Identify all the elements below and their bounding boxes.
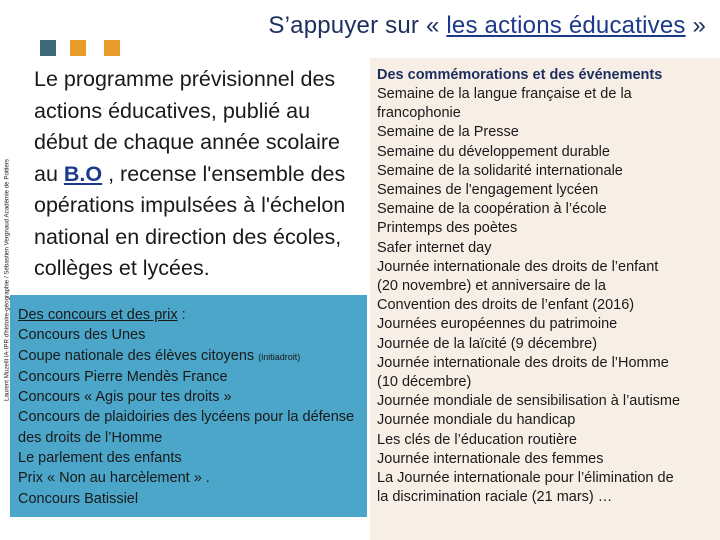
concours-item-text: Concours « Agis pour tes droits » (18, 389, 232, 406)
title-suffix: » (685, 12, 706, 39)
commemoration-line: Convention des droits de l’enfant (2016) (377, 297, 635, 314)
commemoration-line: Journée internationale des droits de l’enfant (377, 258, 659, 275)
commemoration-line: (10 décembre) (377, 374, 472, 391)
decor-square-teal (40, 40, 56, 56)
concours-item-text: Prix « Non au harcèlement » . (18, 470, 210, 487)
commemoration-line: La Journée internationale pour l’élimination de (377, 470, 674, 487)
decor-square-orange-2 (104, 40, 120, 56)
concours-heading[interactable]: Des concours et des prix (18, 307, 178, 323)
intro-paragraph (34, 64, 364, 285)
concours-item (18, 387, 363, 407)
concours-item (18, 468, 363, 488)
intro-text-after: , recense l'ensemble des opérations impulsées à l'échelon national en direction des écoles, collèges et lycées. (34, 161, 346, 280)
concours-item (18, 325, 363, 345)
bo-link[interactable]: B.O (63, 161, 103, 186)
commemoration-line: Semaine du développement durable (377, 143, 610, 160)
decor-square-orange-1 (70, 40, 86, 56)
side-caption-text: Laurent Muzelli IA-IPR d'histoire-géographie / Sébastien Vergnaud Académie de Poitiers (3, 159, 11, 401)
slide-title (0, 12, 720, 40)
title-link[interactable]: les actions éducatives (446, 12, 686, 39)
concours-heading-suffix: : (177, 307, 186, 323)
commemoration-line: Semaine de la solidarité internationale (377, 162, 623, 179)
concours-box (10, 295, 367, 517)
commemorations-list (377, 85, 717, 507)
concours-item (18, 367, 363, 387)
concours-item-note: (initiadroit) (258, 351, 301, 362)
commemoration-line: Journée internationale des droits de l’Homme (377, 354, 669, 371)
concours-item-text: Le parlement des enfants (18, 450, 182, 467)
title-prefix: S’appuyer sur « (268, 12, 447, 39)
commemoration-line: Journée de la laïcité (9 décembre) (377, 335, 598, 352)
commemorations-heading: Des commémorations et des événements (377, 67, 663, 83)
concours-heading-row (18, 305, 363, 325)
concours-item-text: Concours des Unes (18, 327, 146, 344)
commemoration-line: Les clés de l’éducation routière (377, 431, 577, 448)
commemoration-line: francophonie (377, 105, 461, 122)
concours-list (18, 325, 363, 509)
intro-text-before: Le programme prévisionnel des actions éducatives, publié au début de chaque année scolaire au (34, 67, 341, 186)
commemoration-line: Journée mondiale de sensibilisation à l’autisme (377, 393, 681, 410)
concours-item (18, 489, 363, 509)
commemoration-line: Semaine de la Presse (377, 124, 519, 141)
concours-item-text: Concours Pierre Mendès France (18, 368, 228, 385)
commemorations-box (370, 58, 720, 540)
commemoration-line: Journées européennes du patrimoine (377, 316, 618, 333)
commemoration-line: Journée internationale des femmes (377, 450, 604, 467)
commemoration-line: (20 novembre) et anniversaire de la (377, 278, 606, 295)
commemoration-line: Semaines de l'engagement lycéen (377, 182, 599, 199)
concours-item-text: Concours de plaidoiries des lycéens pour la défense des droits de l’Homme (18, 409, 355, 446)
concours-item-text: Coupe nationale des élèves citoyens (18, 347, 259, 364)
commemoration-line: Printemps des poètes (377, 220, 518, 237)
concours-item-text: Concours Batissiel (18, 490, 139, 507)
commemoration-line: la discrimination raciale (21 mars) … (377, 489, 613, 506)
commemorations-content (377, 65, 717, 507)
commemoration-line: Semaine de la langue française et de la (377, 86, 632, 102)
commemoration-line: Semaine de la coopération à l’école (377, 201, 607, 218)
concours-item (18, 346, 363, 367)
commemoration-line: Safer internet day (377, 239, 492, 256)
concours-item (18, 407, 363, 448)
concours-item (18, 448, 363, 468)
commemoration-line: Journée mondiale du handicap (377, 412, 576, 429)
concours-content (18, 305, 363, 509)
